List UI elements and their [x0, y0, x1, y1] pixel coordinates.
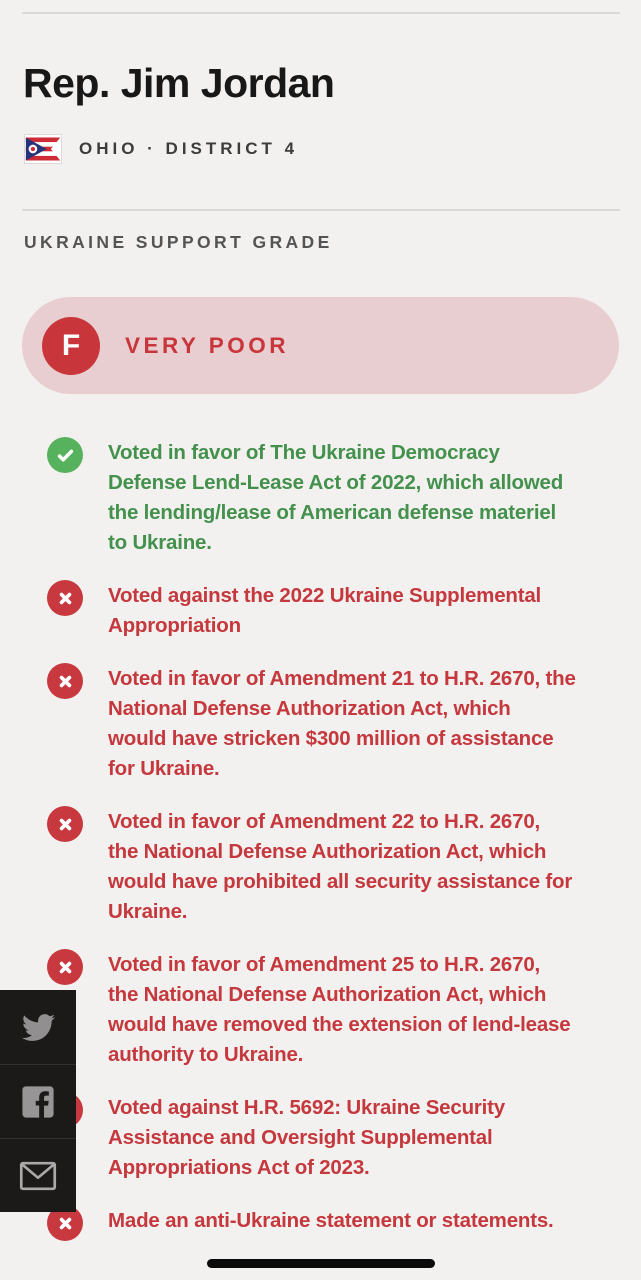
vote-text: Voted in favor of Amendment 22 to H.R. 2670, the National Defense Authorization Act, which would have prohibited all security assistance for Ukraine. [108, 810, 573, 923]
grade-letter: F [61, 328, 81, 362]
email-share-button[interactable] [0, 1138, 76, 1212]
vote-item [47, 950, 613, 1070]
share-bar [0, 990, 76, 1212]
facebook-icon [21, 1085, 55, 1119]
ohio-flag-icon [24, 134, 62, 164]
check-icon [47, 437, 83, 473]
state-district-label: OHIO · DISTRICT 4 [79, 139, 299, 158]
vote-text: Made an anti-Ukraine statement or statements. [108, 1209, 554, 1232]
vote-item [47, 1206, 613, 1241]
vote-item [47, 581, 613, 641]
home-indicator[interactable] [207, 1259, 435, 1268]
vote-item [47, 438, 613, 558]
vote-list [47, 438, 613, 1264]
vote-text: Voted against H.R. 5692: Ukraine Security Assistance and Oversight Supplemental Appropriations Act of 2023. [108, 1096, 506, 1179]
vote-text: Voted in favor of The Ukraine Democracy Defense Lend-Lease Act of 2022, which allowed the lending/lease of American defense materiel to Ukraine. [108, 441, 564, 554]
facebook-share-button[interactable] [0, 1064, 76, 1138]
x-icon [47, 949, 83, 985]
x-icon [47, 806, 83, 842]
email-icon [19, 1161, 57, 1191]
vote-text: Voted in favor of Amendment 25 to H.R. 2670, the National Defense Authorization Act, which would have removed the extension of lend-lease authority to Ukraine. [108, 953, 571, 1066]
top-divider [22, 12, 620, 14]
twitter-share-button[interactable] [0, 990, 76, 1064]
grade-section-label: UKRAINE SUPPORT GRADE [24, 232, 333, 252]
vote-text: Voted in favor of Amendment 21 to H.R. 2670, the National Defense Authorization Act, which would have stricken $300 million of assistance for Ukraine. [108, 667, 576, 780]
grade-pill [22, 297, 619, 394]
section-divider [22, 209, 620, 211]
vote-item [47, 664, 613, 784]
x-icon [47, 580, 83, 616]
vote-item [47, 1093, 613, 1183]
page-title: Rep. Jim Jordan [23, 60, 335, 106]
vote-item [47, 807, 613, 927]
grade-letter-badge [42, 317, 100, 375]
grade-descriptor: VERY POOR [125, 332, 290, 358]
twitter-icon [22, 1011, 55, 1044]
district-row [24, 134, 298, 164]
x-icon [47, 663, 83, 699]
vote-text: Voted against the 2022 Ukraine Supplemental Appropriation [108, 584, 542, 637]
